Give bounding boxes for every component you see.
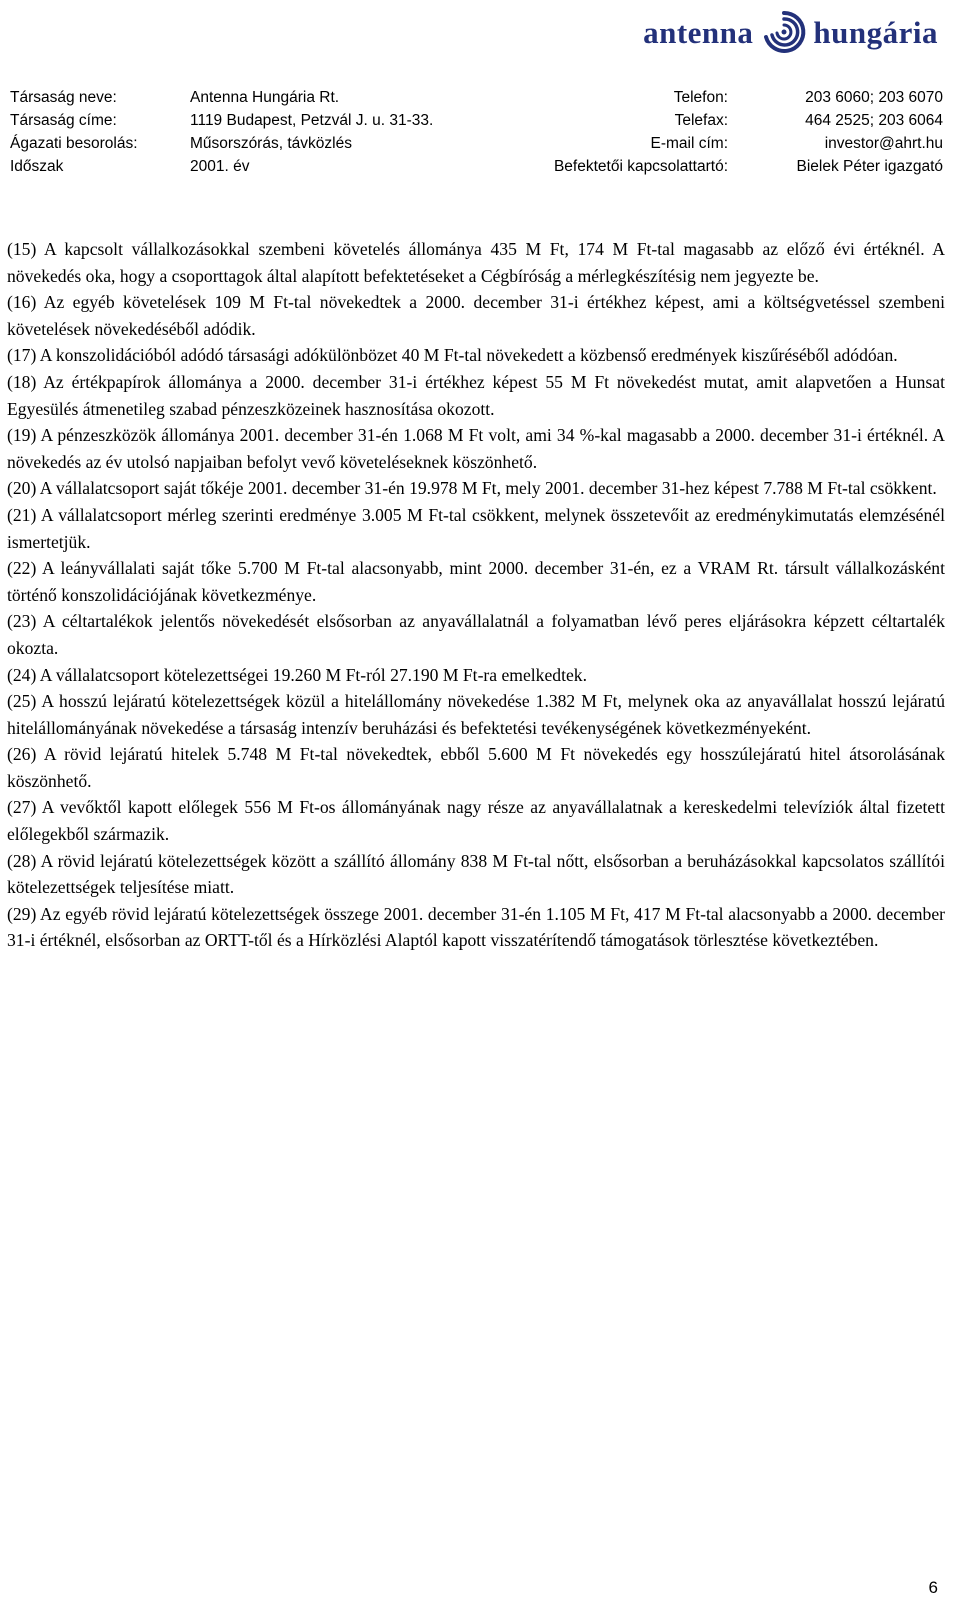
company-info-contact-label: Telefon:	[673, 89, 728, 106]
note-paragraph: (16) Az egyéb követelések 109 M Ft-tal növekedtek a 2000. december 31-i értékhez képest, ami a költségvetéssel szembeni követelések növekedéséből adódik.	[7, 292, 945, 339]
company-info-contact-value: 203 6060; 203 6070	[805, 89, 943, 106]
note-paragraph: (24) A vállalatcsoport kötelezettségei 19.260 M Ft-ról 27.190 M Ft-ra emelkedtek.	[7, 664, 587, 685]
company-info-label: Társaság neve:	[10, 89, 117, 106]
company-info-contact-value: investor@ahrt.hu	[824, 135, 943, 152]
company-info-value: Műsorszórás, távközlés	[190, 135, 352, 152]
company-info-contact-value: Bielek Péter igazgató	[796, 158, 943, 175]
company-info-value: Antenna Hungária Rt.	[190, 89, 340, 106]
note-paragraph: (19) A pénzeszközök állománya 2001. december 31-én 1.068 M Ft volt, ami 34 %-kal magasabb a 2000. december 31-i értéknél. A növekedés az év utolsó napjaiban befolyt vevő követeléseknek köszönhető.	[7, 425, 945, 472]
company-info-label: Társaság címe:	[10, 112, 117, 129]
note-paragraph: (17) A konszolidációból adódó társasági adókülönbözet 40 M Ft-tal növekedett a közbenső eredmények kiszűréséből adódóan.	[7, 345, 898, 366]
page-number: 6	[928, 1578, 938, 1597]
company-logo	[643, 8, 938, 56]
company-info-table	[10, 86, 950, 178]
note-paragraph: (21) A vállalatcsoport mérleg szerinti eredménye 3.005 M Ft-tal csökkent, melynek összetevőit az eredménykimutatás elemzésénél ismertetjük.	[7, 504, 945, 552]
logo-word-antenna: antenna	[643, 14, 754, 50]
note-paragraph: (28) A rövid lejáratú kötelezettségek között a szállító állomány 838 M Ft-tal nőtt, elsősorban a beruházásokkal kapcsolatos szállítói kötelezettségek teljesítése miatt.	[7, 850, 945, 898]
note-paragraph: (15) A kapcsolt vállalkozásokkal szembeni követelés állománya 435 M Ft, 174 M Ft-tal magasabb az előző évi értéknél. A növekedés oka, hogy a csoporttagok által alapított befektetéseket a Cégbíróság a mérlegkészítésig nem jegyezte be.	[7, 239, 945, 286]
company-info-row	[10, 109, 950, 132]
company-info-row	[10, 155, 950, 178]
note-paragraph: (25) A hosszú lejáratú kötelezettségek közül a hitelállomány növekedése 1.382 M Ft, melynek oka az anyavállalat hosszú lejáratú hitelállományának növekedése a társaság intenzív beruházási és befektetési tevékenységének következményeként.	[7, 691, 945, 738]
company-info-row	[10, 86, 950, 109]
company-info-label: Időszak	[10, 158, 64, 175]
note-paragraph: (18) Az értékpapírok állománya a 2000. december 31-i értékhez képest 55 M Ft növekedést mutat, amit alapvetően a Hunsat Egyesülés átmenetileg szabad pénzeszközeinek hasznosítása okozott.	[7, 371, 945, 419]
note-paragraph: (29) Az egyéb rövid lejáratú kötelezettségek összege 2001. december 31-én 1.105 M Ft, 417 M Ft-tal alacsonyabb a 2000. december 31-i értéknél, elsősorban az ORTT-től és a Hírközlési Alaptól kapott visszatérítendő támogatások törlesztése következtében.	[7, 903, 945, 951]
logo-word-hungaria: hungária	[813, 14, 938, 50]
company-info-contact-label: Telefax:	[674, 112, 728, 129]
note-paragraph: (23) A céltartalékok jelentős növekedését elsősorban az anyavállalatnál a folyamatban lévő peres eljárásokra képzett céltartalék okozta.	[7, 611, 945, 658]
company-info-contact-value: 464 2525; 203 6064	[805, 112, 943, 129]
notes-section	[7, 236, 945, 954]
company-info-value: 1119 Budapest, Petzvál J. u. 31-33.	[190, 112, 434, 129]
company-info-contact-label: Befektetői kapcsolattartó:	[553, 158, 728, 175]
note-paragraph: (27) A vevőktől kapott előlegek 556 M Ft-os állományának nagy része az anyavállalatnak a kereskedelmi televíziók által fizetett előlegekből származik.	[7, 797, 945, 845]
note-paragraph: (20) A vállalatcsoport saját tőkéje 2001. december 31-én 19.978 M Ft, mely 2001. december 31-hez képest 7.788 M Ft-tal csökkent.	[7, 478, 937, 499]
company-info-label: Ágazati besorolás:	[10, 135, 138, 152]
logo-swirl-icon	[761, 9, 807, 55]
note-paragraph: (26) A rövid lejáratú hitelek 5.748 M Ft-tal növekedtek, ebből 5.600 M Ft növekedés egy hosszúlejáratú hitel átsorolásának köszönhető.	[7, 744, 945, 791]
company-info-value: 2001. év	[190, 158, 250, 175]
company-info-contact-label: E-mail cím:	[650, 135, 728, 152]
note-paragraph: (22) A leányvállalati saját tőke 5.700 M Ft-tal alacsonyabb, mint 2000. december 31-én, ez a VRAM Rt. társult vállalkozásként történő konszolidációjának következménye.	[7, 558, 945, 605]
company-info-row	[10, 132, 950, 155]
